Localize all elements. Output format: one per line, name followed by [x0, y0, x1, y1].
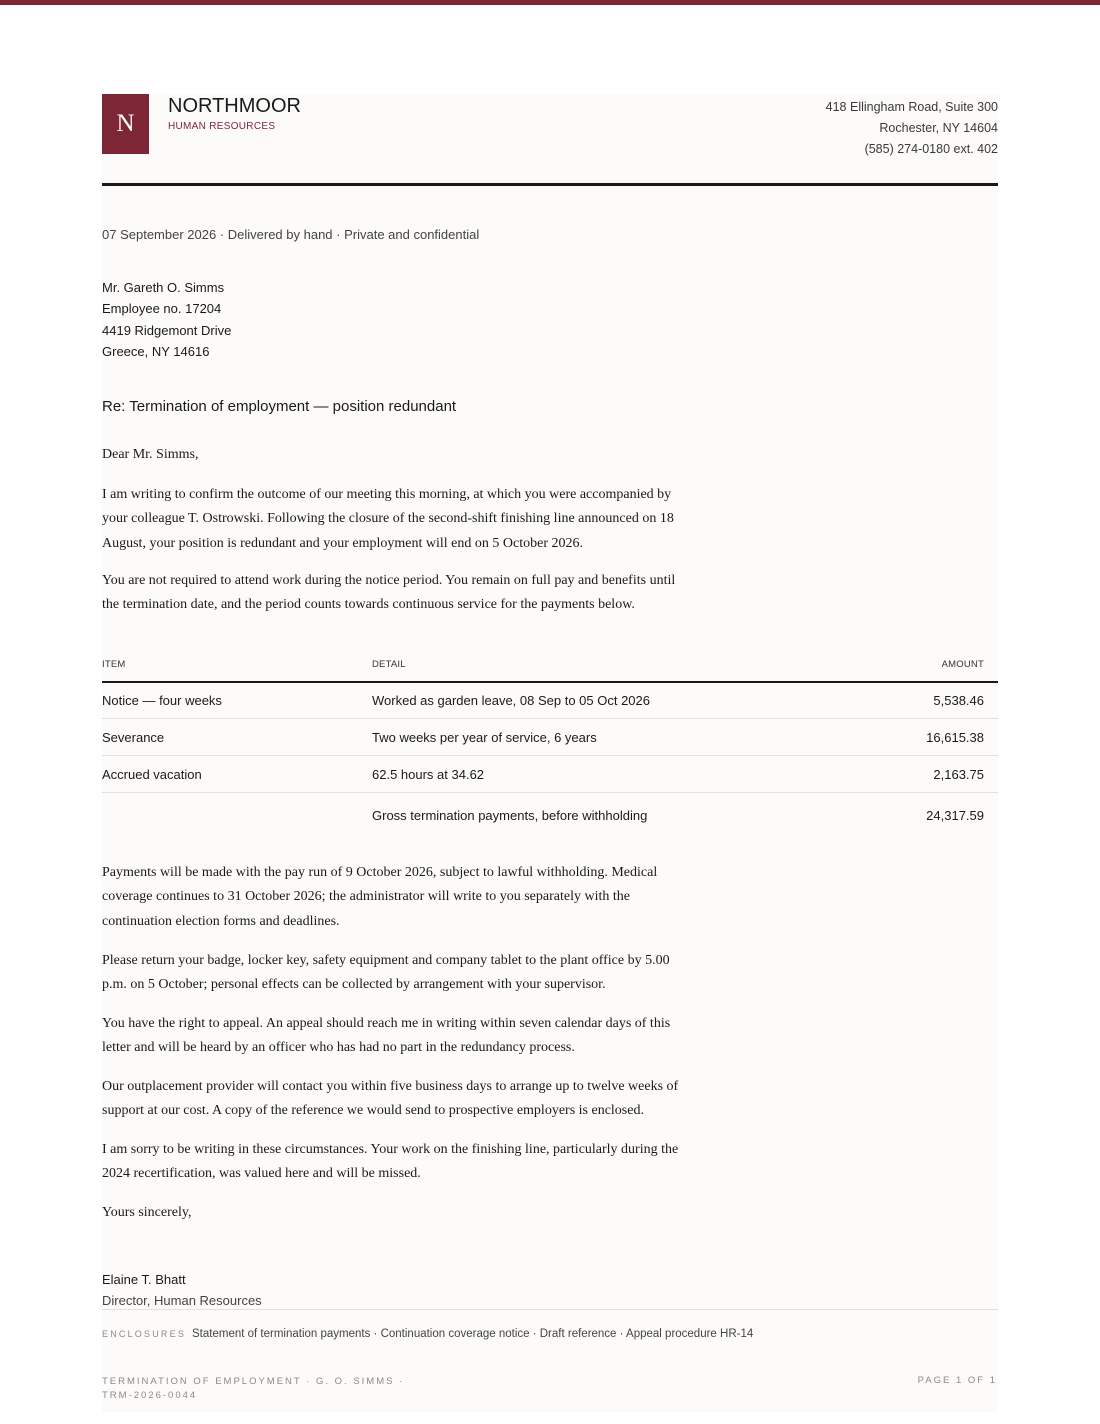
table-cell-detail: Two weeks per year of service, 6 years: [372, 730, 597, 745]
signatory-name: Elaine T. Bhatt: [102, 1272, 186, 1287]
row-divider: [102, 755, 998, 756]
document-reference: TERMINATION OF EMPLOYMENT · G. O. SIMMS · TRM-2026-0044: [102, 1376, 405, 1401]
phone-line: (585) 274-0180 ext. 402: [864, 142, 998, 156]
table-header-rule: [102, 681, 998, 683]
body-paragraph: Please return your badge, locker key, safety equipment and company tablet to the plant office by 5.00 p.m. on 5 October; personal effects can be collected by arrangement with your supervisor.: [102, 953, 670, 993]
table-cell-item: Accrued vacation: [102, 767, 202, 782]
recipient-employee-no: Employee no. 17204: [102, 301, 222, 317]
address-line: 418 Ellingham Road, Suite 300: [825, 100, 998, 114]
subject-line: Re: Termination of employment — position redundant: [102, 398, 457, 415]
row-divider: [102, 792, 998, 793]
total-label: Gross termination payments, before withholding: [372, 808, 648, 823]
enclosures-list: Statement of termination payments · Continuation coverage notice · Draft reference · Appeal procedure HR-14: [192, 1328, 754, 1340]
footer-divider: [102, 1309, 998, 1310]
column-header-amount: AMOUNT: [941, 659, 984, 670]
table-cell-item: Severance: [102, 730, 165, 745]
company-address: [826, 97, 998, 160]
table-cell-amount: 5,538.46: [933, 693, 984, 708]
recipient-name: Mr. Gareth O. Simms: [102, 280, 225, 295]
company-name: NORTHMOOR: [168, 95, 301, 117]
table-cell-amount: 16,615.38: [926, 730, 984, 745]
signatory-title: Director, Human Resources: [102, 1293, 262, 1308]
logo-letter: N: [116, 110, 135, 137]
total-amount: 24,317.59: [926, 808, 984, 823]
row-divider: [102, 718, 998, 719]
page-number: PAGE 1 OF 1: [917, 1375, 997, 1386]
salutation: Dear Mr. Simms,: [102, 447, 199, 462]
body-paragraph: I am sorry to be writing in these circumstances. Your work on the finishing line, particularly during the 2024 recertification, was valued here and will be missed.: [102, 1142, 679, 1182]
body-paragraph: You are not required to attend work during the notice period. You remain on full pay and benefits until the termination date, and the period counts towards continuous service for the payments below.: [102, 573, 676, 613]
company-logo: [102, 94, 149, 154]
enclosures-label: ENCLOSURES: [102, 1329, 187, 1339]
enclosures: [102, 1328, 753, 1340]
table-cell-item: Notice — four weeks: [102, 693, 222, 708]
body-paragraph: I am writing to confirm the outcome of our meeting this morning, at which you were accompanied by your colleague T. Ostrowski. Following the closure of the second-shift finishing line announced on 18 August, your position is redundant and your employment will end on 5 October 2026.: [102, 487, 674, 551]
column-header-item: ITEM: [102, 659, 126, 670]
body-paragraph: Our outplacement provider will contact you within five business days to arrange up to twelve weeks of support at our cost. A copy of the reference we would send to prospective employers is enclosed.: [102, 1079, 679, 1119]
table-cell-detail: 62.5 hours at 34.62: [372, 767, 485, 782]
closing: Yours sincerely,: [102, 1205, 192, 1220]
recipient-block: [102, 277, 231, 362]
date-delivery-line: 07 September 2026 · Delivered by hand · Private and confidential: [102, 227, 480, 242]
letterhead-divider: [102, 183, 998, 186]
address-line: Rochester, NY 14604: [879, 121, 998, 135]
body-paragraph: Payments will be made with the pay run of 9 October 2026, subject to lawful withholding. Medical coverage continues to 31 October 2026; the administrator will write to you separately with the continuation election forms and deadlines.: [102, 865, 658, 929]
table-cell-amount: 2,163.75: [933, 767, 984, 782]
recipient-city: Greece, NY 14616: [102, 343, 210, 359]
column-header-detail: DETAIL: [372, 659, 406, 670]
recipient-street: 4419 Ridgemont Drive: [102, 322, 232, 338]
table-cell-detail: Worked as garden leave, 08 Sep to 05 Oct 2026: [372, 693, 650, 708]
department-name: HUMAN RESOURCES: [168, 121, 276, 132]
body-paragraph: You have the right to appeal. An appeal should reach me in writing within seven calendar days of this letter and will be heard by an officer who has had no part in the redundancy process.: [102, 1016, 671, 1056]
brand-top-bar: [0, 0, 1100, 5]
